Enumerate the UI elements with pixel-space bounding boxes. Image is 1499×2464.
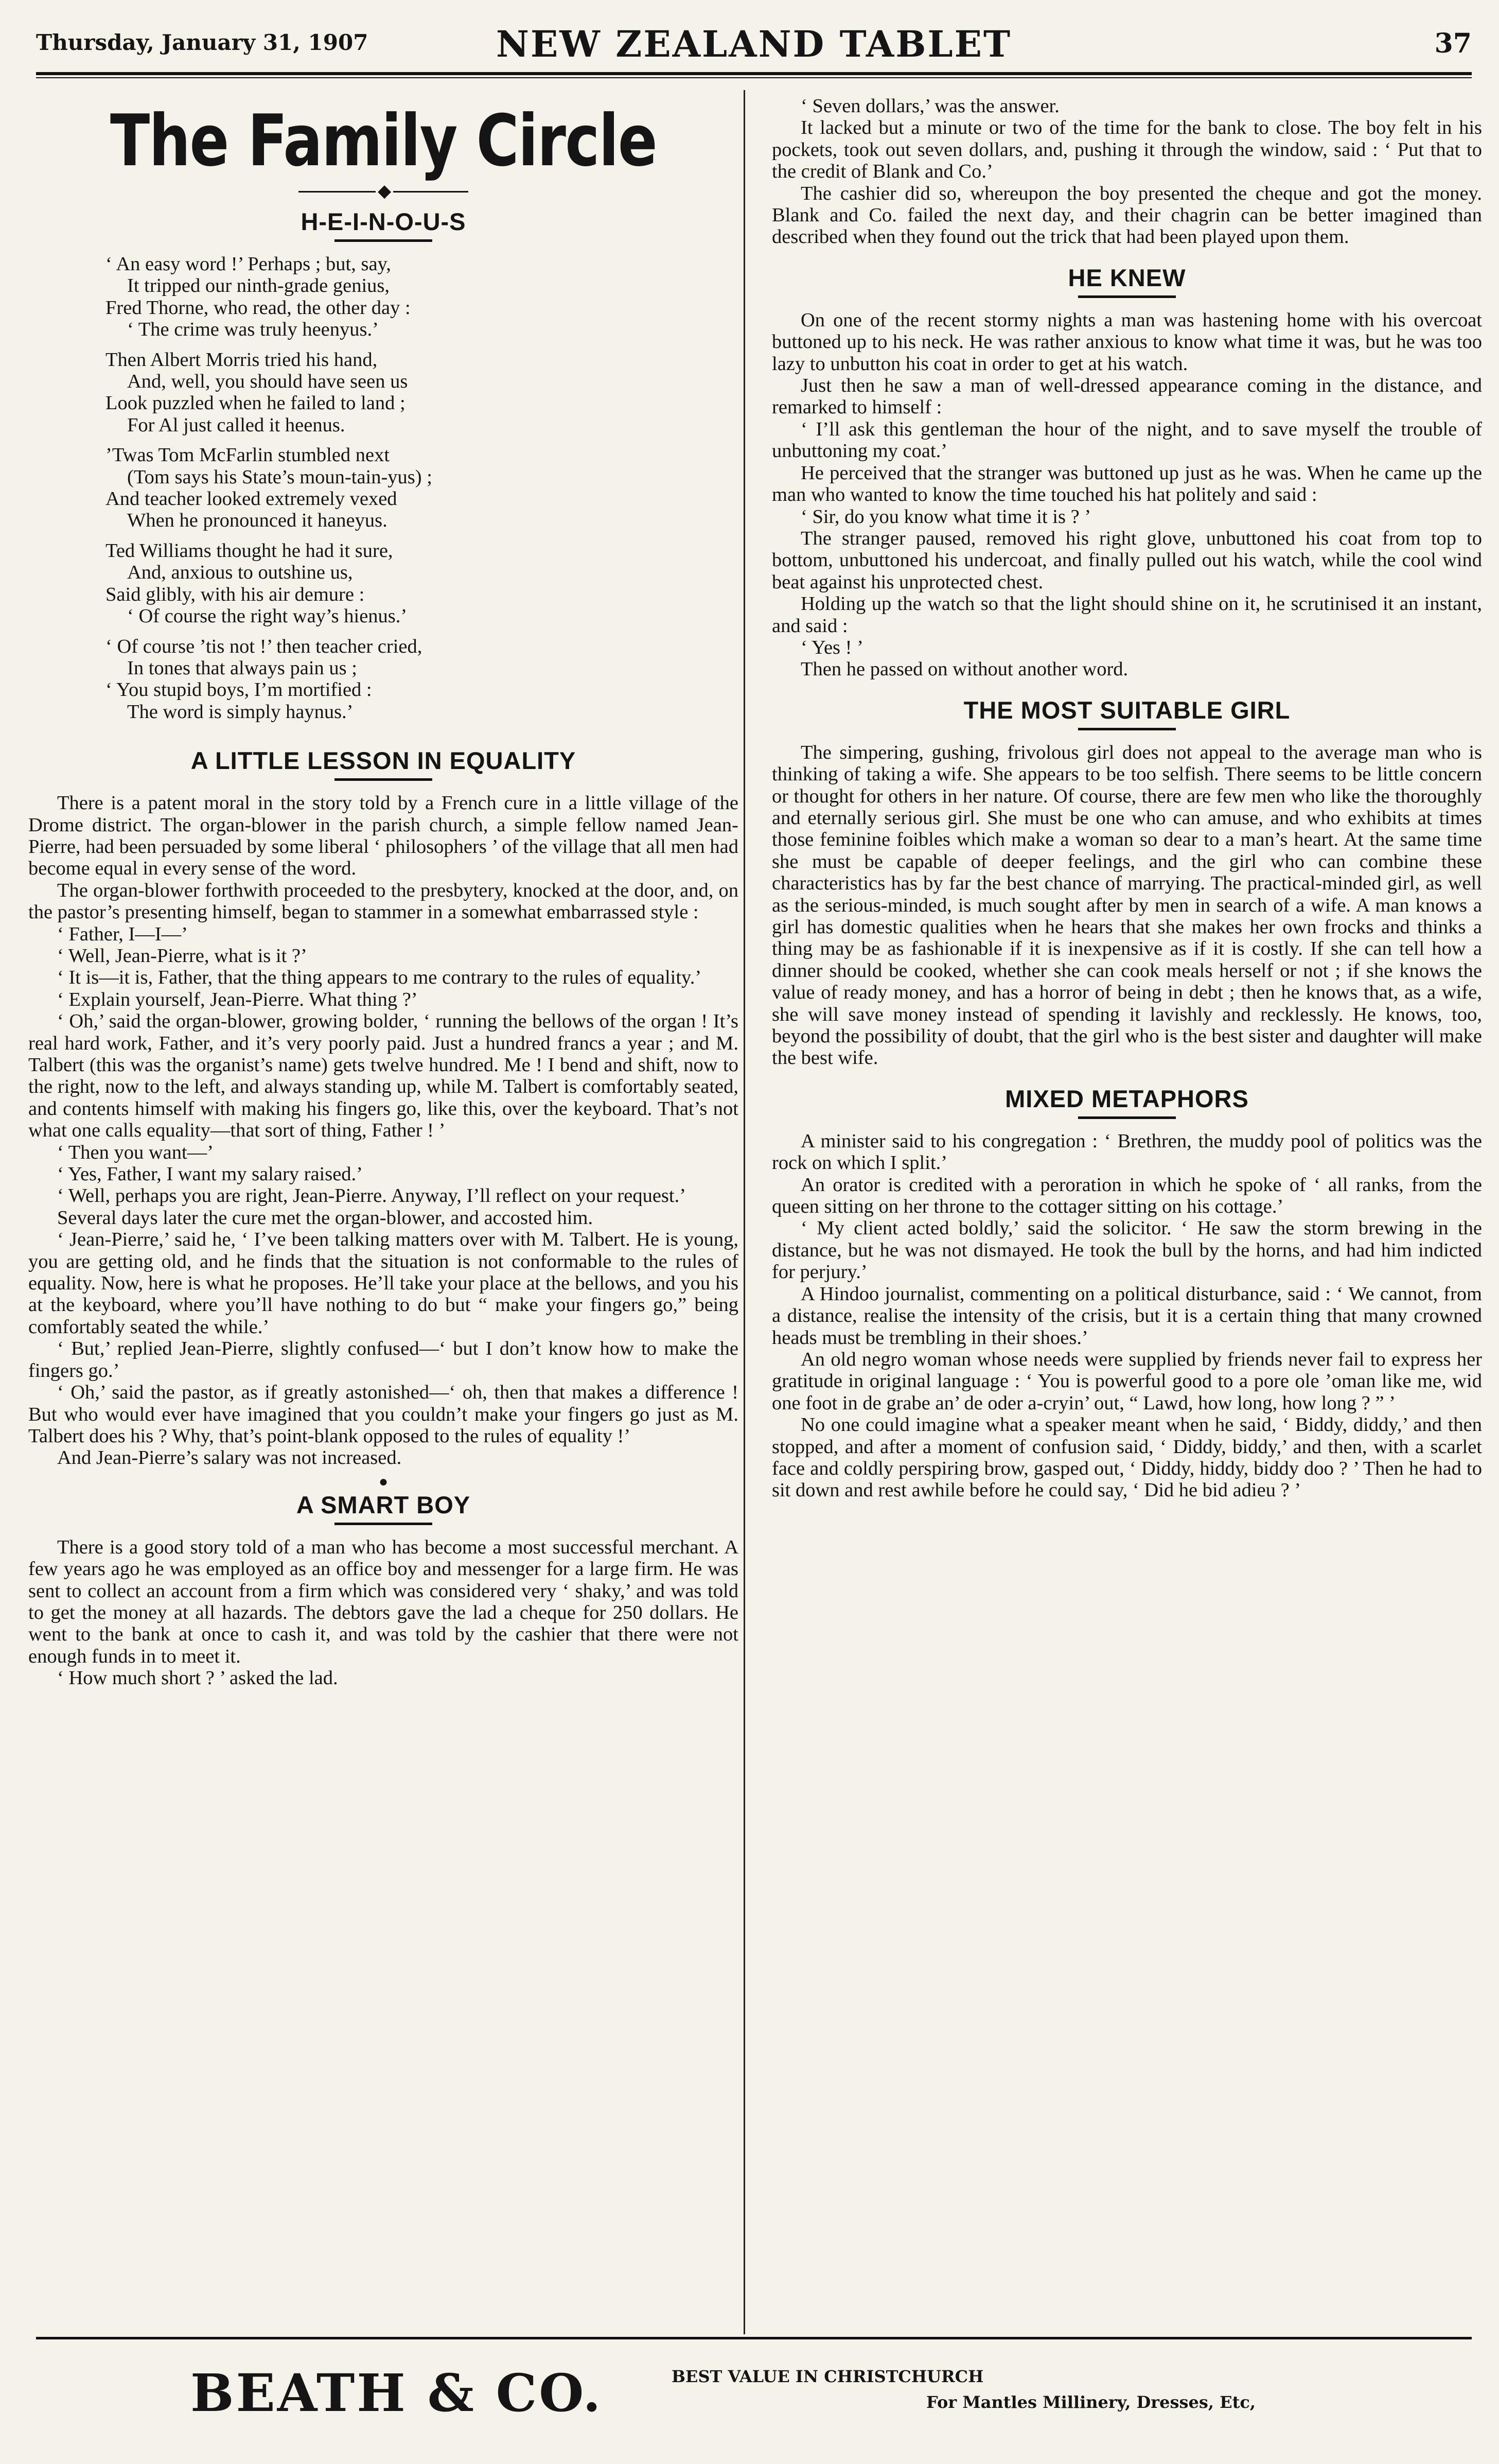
bullet-icon: ●: [378, 1473, 389, 1490]
article-paragraph: ‘ Well, perhaps you are right, Jean-Pierre. Anyway, I’ll reflect on your request.’: [57, 1185, 686, 1207]
ornamental-rule: [298, 183, 468, 200]
article-paragraph: ‘ How much short ? ’ asked the lad.: [57, 1667, 338, 1689]
poem-line: ‘ An easy word !’ Perhaps ; but, say,: [105, 253, 391, 275]
poem-stanza: [105, 349, 738, 436]
poem-stanza: [105, 444, 738, 532]
article-paragraph: There is a patent moral in the story told by a French cure in a little village of the Drome district. The organ-blower in the parish church, a simple fellow named Jean-Pierre, had been persuaded by some liberal ‘ philosophers ’ of the village that all men had become equal in every sense of the word.: [28, 792, 738, 880]
article-paragraph: ‘ Then you want—’: [57, 1141, 214, 1163]
article-paragraph: A minister said to his congregation : ‘ Brethren, the muddy pool of politics was the rock on which I split.’: [772, 1130, 1482, 1174]
article-paragraph: ‘ Oh,’ said the pastor, as if greatly astonished—‘ oh, then that makes a difference ! But who would ever have imagined that you couldn’t make your fingers go just as M. Talbert does his ? Why, that’s point-blank opposed to the rules of equality !’: [28, 1382, 738, 1447]
poem-line: And teacher looked extremely vexed: [105, 488, 397, 510]
article-paragraph: ‘ Yes ! ’: [801, 636, 863, 658]
article-paragraph: ‘ Explain yourself, Jean-Pierre. What thing ?’: [57, 988, 418, 1010]
poem: [105, 253, 738, 723]
article-paragraph: ‘ It is—it is, Father, that the thing appears to me contrary to the rules of equality.’: [57, 967, 702, 989]
article-paragraph: The stranger paused, removed his right glove, unbuttoned his coat from top to bottom, unbuttoned his undercoat, and finally pulled out his watch, while the cool wind beat against his unprotected chest.: [772, 527, 1482, 593]
section-title-equality: A LITTLE LESSON IN EQUALITY: [190, 747, 576, 775]
section-rule: [334, 239, 432, 242]
section-rule: [334, 778, 432, 781]
header-rule: [36, 72, 1472, 75]
article-paragraph: A Hindoo journalist, commenting on a political disturbance, said : ‘ We cannot, from a distance, realise the intensity of the crisis, but it is a certain thing that many crowned heads must be trembling in their shoes.’: [772, 1283, 1482, 1349]
header-rule-thin: [36, 77, 1472, 78]
poem-line: Fred Thorne, who read, the other day :: [105, 296, 411, 319]
poem-line: And, anxious to outshine us,: [127, 562, 353, 584]
article-paragraph: ‘ Seven dollars,’ was the answer.: [801, 95, 1060, 117]
article-paragraph: Several days later the cure met the organ-blower, and accosted him.: [57, 1207, 593, 1229]
article-paragraph: ‘ Jean-Pierre,’ said he, ‘ I’ve been talking matters over with M. Talbert. He is young, you are getting old, and he finds that the situation is not conformable to the rules of equality. Now, here is what he proposes. He’ll take your place at the bellows, and you his at the keyboard, where you’ll have nothing to do but “ make your fingers go,” being comfortably seated the while.’: [28, 1229, 738, 1338]
poem-line: Said glibly, with his air demure :: [105, 583, 365, 605]
advertisement-products: For Mantles Millinery, Dresses, Etc,: [926, 2392, 1256, 2412]
article-paragraph: ‘ Well, Jean-Pierre, what is it ?’: [57, 945, 307, 967]
article-paragraph: Just then he saw a man of well-dressed appearance coming in the distance, and remarked to himself :: [772, 375, 1482, 418]
poem-line: Look puzzled when he failed to land ;: [105, 392, 405, 414]
section-rule: [1078, 728, 1176, 730]
article-paragraph: ‘ But,’ replied Jean-Pierre, slightly confused—‘ but I don’t know how to make the fingers go.’: [28, 1338, 738, 1382]
right-column: [772, 95, 1482, 1501]
section-rule: [1078, 1116, 1176, 1119]
advertisement-footer: [36, 2337, 1472, 2460]
section-title-smart-boy: A SMART BOY: [296, 1491, 471, 1518]
poem-line: It tripped our ninth-grade genius,: [127, 275, 390, 297]
article-paragraph: It lacked but a minute or two of the time for the bank to close. The boy felt in his pockets, took out seven dollars, and, pushing it through the window, said : ‘ Put that to the credit of Blank and Co.’: [772, 117, 1482, 183]
masthead-title: NEW ZEALAND TABLET: [496, 23, 1012, 65]
advertisement-tagline: BEST VALUE IN CHRISTCHURCH: [672, 2367, 984, 2386]
poem-line: ‘ Of course the right way’s hienus.’: [127, 605, 408, 627]
poem-line: For Al just called it heenus.: [127, 414, 345, 436]
article-paragraph: There is a good story told of a man who has become a most successful merchant. A few years ago he was employed as an office boy and messenger for a large firm. He was sent to collect an account from a firm which was considered very ‘ shaky,’ and was told to get the money at all hazards. The debtors gave the lad a cheque for 250 dollars. He went to the bank at once to cash it, and was told by the cashier that there were not enough funds in to meet it.: [28, 1536, 738, 1667]
poem-line: When he pronounced it haneyus.: [127, 510, 387, 532]
article-paragraph: The organ-blower forthwith proceeded to the presbytery, knocked at the door, and, on the pastor’s presenting himself, began to stammer in a somewhat embarrassed style :: [28, 879, 738, 923]
article-paragraph: Then he passed on without another word.: [801, 658, 1128, 680]
poem-line: And, well, you should have seen us: [127, 371, 408, 393]
section-title-he-knew: HE KNEW: [1068, 264, 1186, 291]
article-paragraph: ‘ Yes, Father, I want my salary raised.’: [57, 1163, 363, 1185]
article-paragraph: An old negro woman whose needs were supplied by friends never fail to express her gratitude in original language : ‘ You is powerful good to a pore ole ’oman like me, wid one foot in de grabe an’ de oder a-cryin’ out, “ Lawd, how long, how long ? ” ’: [772, 1348, 1482, 1414]
article-paragraph: And Jean-Pierre’s salary was not increased.: [57, 1447, 402, 1469]
poem-line: ‘ Of course ’tis not !’ then teacher cried,: [105, 635, 422, 657]
left-column: [28, 95, 738, 1689]
section-rule: [1078, 295, 1176, 298]
section-title-suitable-girl: THE MOST SUITABLE GIRL: [963, 696, 1291, 724]
section-title-heinous: H-E-I-N-O-U-S: [301, 208, 466, 235]
article-paragraph: The simpering, gushing, frivolous girl does not appeal to the average man who is thinking of taking a wife. She appears to be too selfish. There seems to be little concern or thought for others in her nature. Of course, there are few men who like the thoroughly and eternally serious girl. She must be one who can amuse, and who exhibits at times those feminine foibles which make a woman so dear to a man’s heart. At the same time she must be capable of deeper feelings, and the girl who can combine these characteristics has by far the best chance of marrying. The practical-minded girl, as well as the serious-minded, is much sought after by men in search of a wife. A man knows a girl has domestic qualities when he hears that she makes her own frocks and thinks a thing may be as fashionable if it is inexpensive as if it is costly. If she can tell how a dinner should be cooked, whether she can cook meals herself or not ; if she knows the value of ready money, and has a horror of being in debt ; then he knows that, as a wife, she will save money instead of spending it lavishly and recklessly. He knows, too, beyond the possibility of doubt, that the girl who is the best sister and daughter will make the best wife.: [772, 741, 1482, 1069]
article-paragraph: No one could imagine what a speaker meant when he said, ‘ Biddy, diddy,’ and then stopped, and after a moment of confusion said, ‘ Diddy, biddy,’ and then, with a scarlet face and coldly perspiring brow, gasped out, ‘ Diddy, hiddy, biddy doo ? ’ Then he had to sit down and rest awhile before he could say, ‘ Did he bid adieu ? ’: [772, 1414, 1482, 1501]
issue-date: Thursday, January 31, 1907: [36, 30, 368, 55]
diamond-icon: ◆: [376, 183, 393, 200]
article-paragraph: ‘ I’ll ask this gentleman the hour of the night, and to save myself the trouble of unbuttoning my coat.’: [772, 418, 1482, 462]
poem-stanza: [105, 540, 738, 627]
page-number: 37: [1434, 28, 1472, 59]
article-paragraph: ‘ Father, I—I—’: [57, 923, 188, 945]
article-paragraph: The cashier did so, whereupon the boy presented the cheque and got the money. Blank and Co. failed the next day, and their chagrin can be better imagined than described when they found out the trick that had been played upon them.: [772, 182, 1482, 248]
page-header: [36, 21, 1472, 82]
article-paragraph: ‘ My client acted boldly,’ said the solicitor. ‘ He saw the storm brewing in the distance, but he was not dismayed. He took the bull by the horns, and had him indicted for perjury.’: [772, 1217, 1482, 1283]
section-title-mixed-metaphors: MIXED METAPHORS: [1005, 1085, 1249, 1112]
article-paragraph: ‘ Sir, do you know what time it is ? ’: [801, 505, 1091, 528]
article-paragraph: He perceived that the stranger was buttoned up just as he was. When he came up the man who wanted to know the time touched his hat politely and said :: [772, 462, 1482, 506]
poem-line: Then Albert Morris tried his hand,: [105, 348, 378, 371]
feature-title: The Family Circle: [110, 99, 657, 182]
poem-line: ‘ You stupid boys, I’m mortified :: [105, 679, 372, 701]
poem-line: ‘ The crime was truly heenyus.’: [127, 319, 379, 341]
article-paragraph: An orator is credited with a peroration in which he spoke of ‘ all ranks, from the queen sitting on her throne to the cottager sitting on his cottage.’: [772, 1174, 1482, 1218]
poem-line: The word is simply haynus.’: [127, 701, 354, 723]
poem-line: Ted Williams thought he had it sure,: [105, 539, 393, 562]
section-rule: [334, 1523, 432, 1525]
article-paragraph: On one of the recent stormy nights a man was hastening home with his overcoat buttoned up to his neck. He was rather anxious to know what time it was, but he was too lazy to unbutton his coat in order to get at his watch.: [772, 309, 1482, 375]
article-paragraph: Holding up the watch so that the light should shine on it, he scrutinised it an instant, and said :: [772, 593, 1482, 637]
poem-line: (Tom says his State’s moun-tain-yus) ;: [127, 466, 432, 488]
footer-rule: [36, 2337, 1472, 2339]
poem-line: In tones that always pain us ;: [127, 657, 357, 679]
poem-line: ’Twas Tom McFarlin stumbled next: [105, 444, 390, 466]
column-divider: [744, 90, 745, 2334]
advertiser-name: BEATH & CO.: [190, 2363, 603, 2423]
poem-stanza: [105, 253, 738, 341]
poem-stanza: [105, 636, 738, 723]
article-paragraph: ‘ Oh,’ said the organ-blower, growing bolder, ‘ running the bellows of the organ ! It’s real hard work, Father, and it’s very poorly paid. Just a hundred francs a year ; and M. Talbert (this was the organist’s name) gets twelve hundred. Me ! I bend and shift, now to the right, now to the left, and always standing up, while M. Talbert is comfortably seated, and contents himself with making his fingers go, like this, over the keyboard. That’s not what one calls equality—that sort of thing, Father ! ’: [28, 1010, 738, 1142]
